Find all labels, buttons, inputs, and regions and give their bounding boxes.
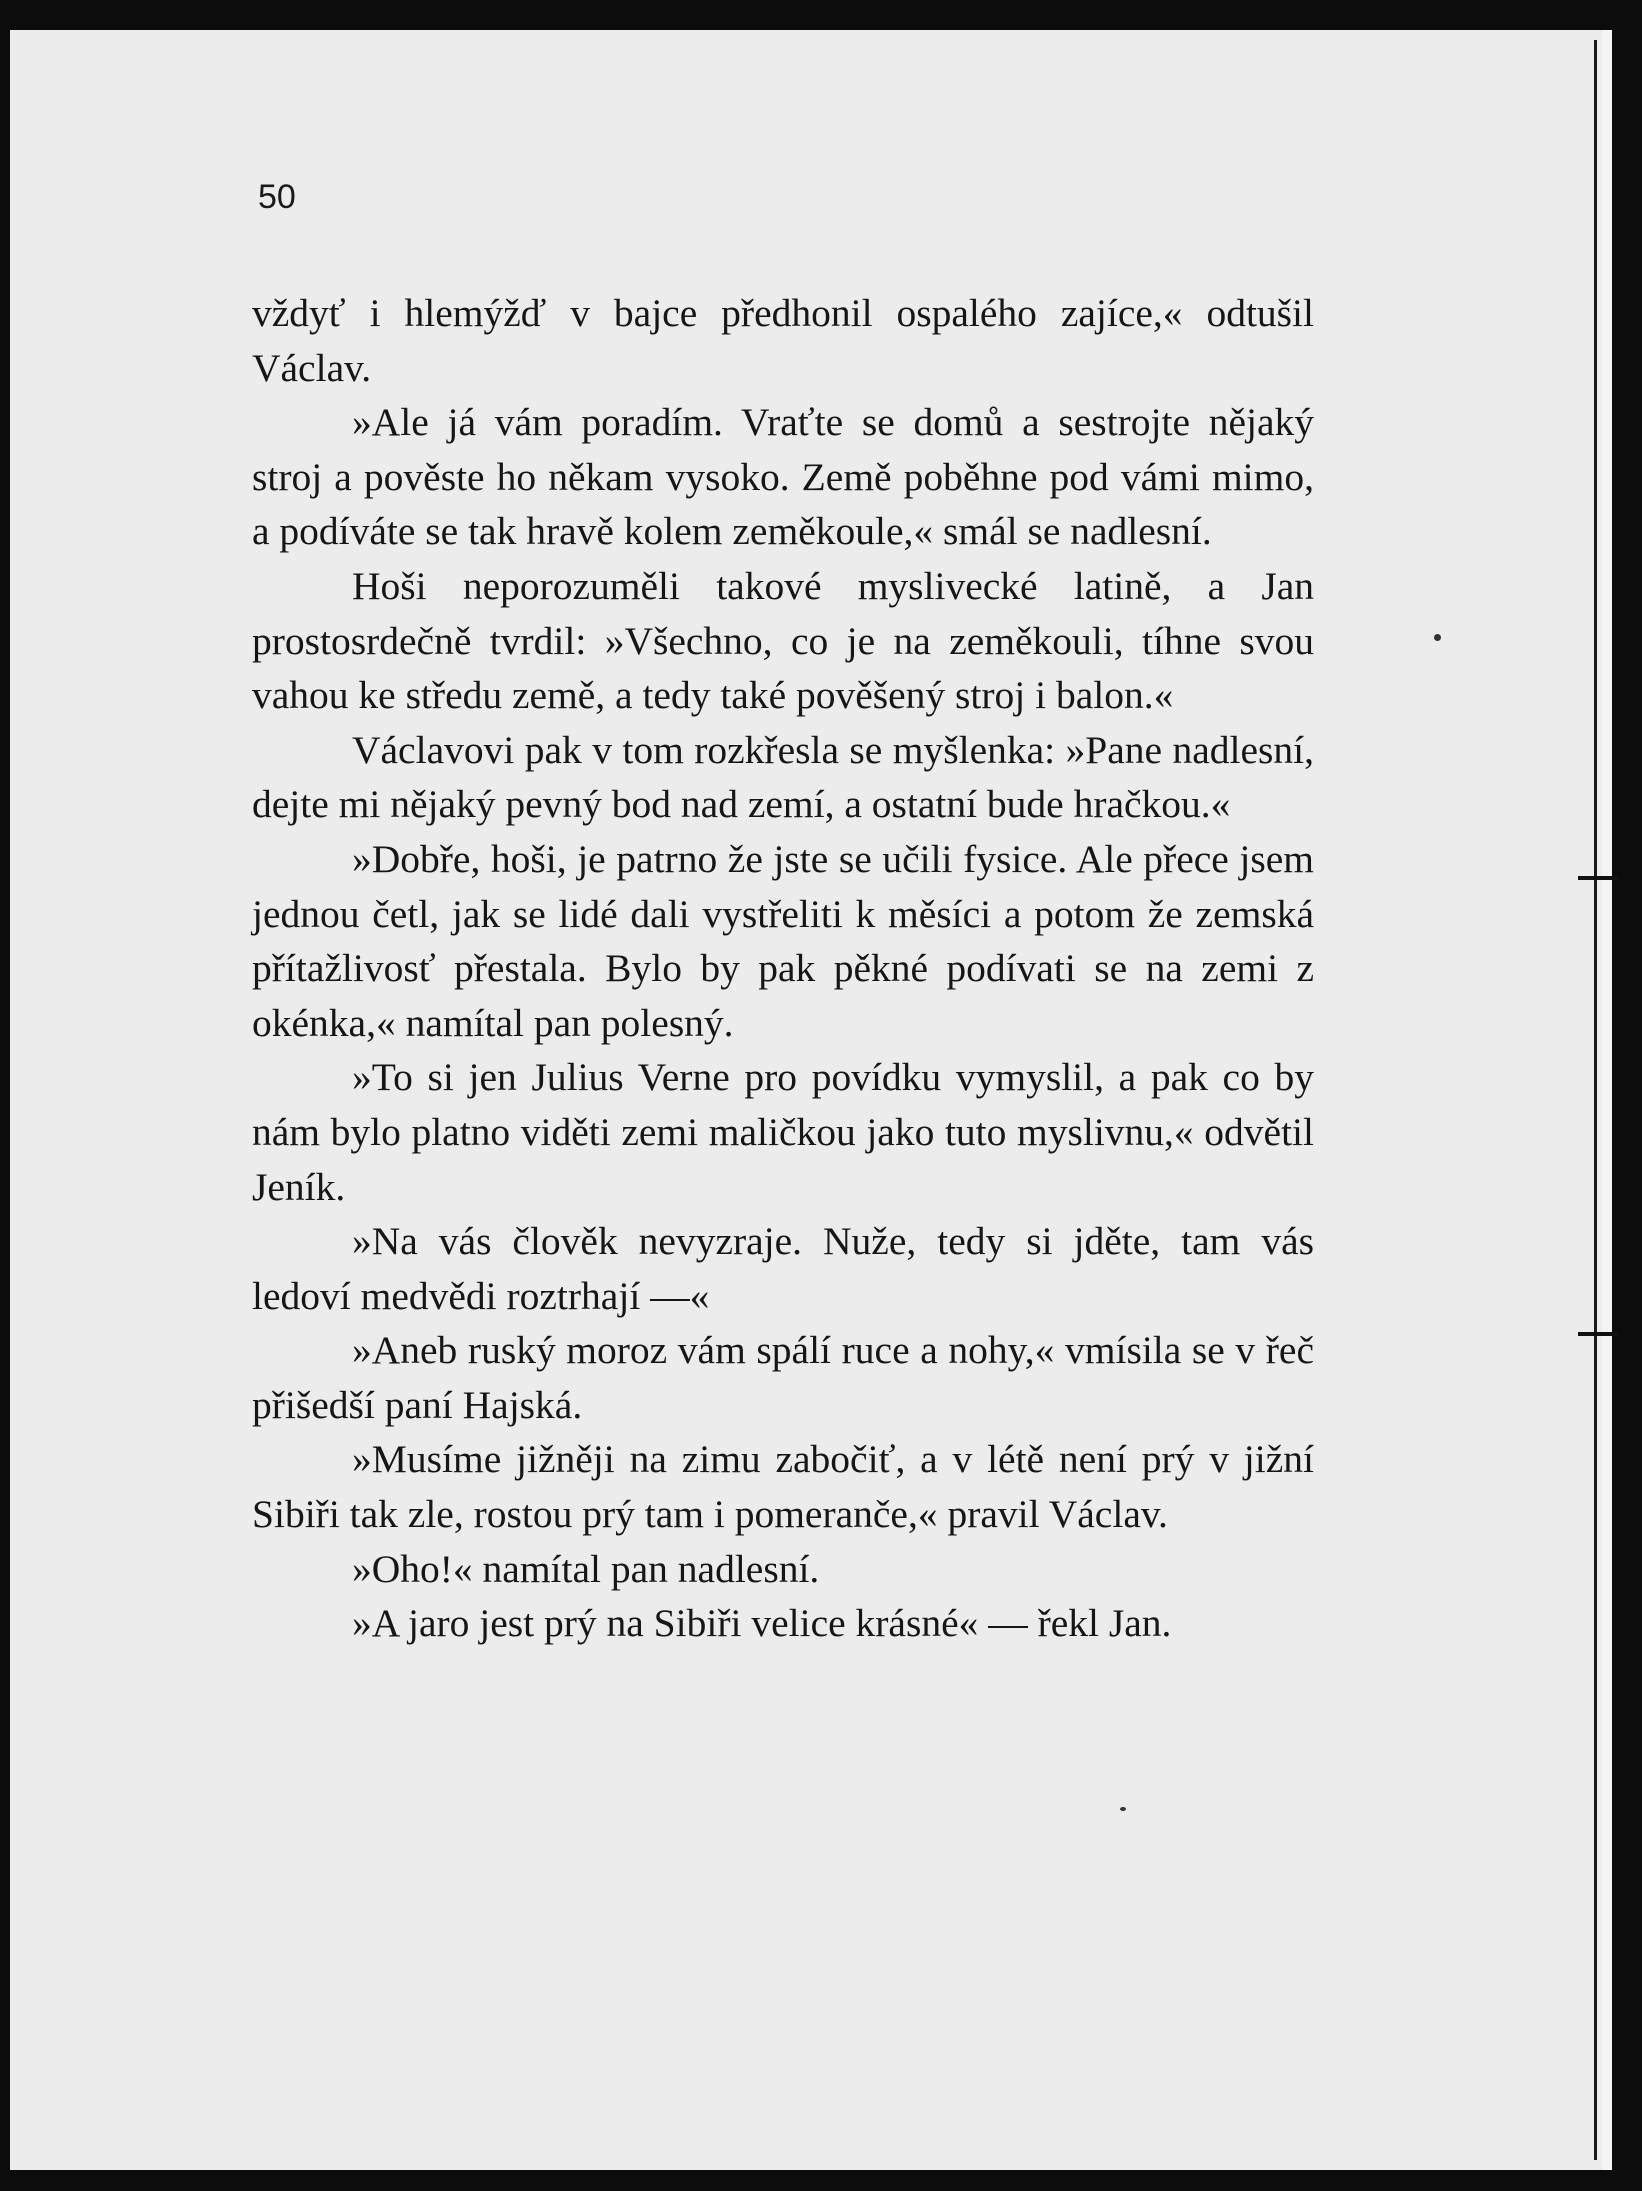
binding-mark-lower — [1578, 1332, 1618, 1336]
body-text — [252, 286, 1314, 1651]
print-speck — [1434, 634, 1441, 641]
page-edge — [1602, 30, 1612, 2170]
paragraph: »To si jen Julius Verne pro povídku vymyslil, a pak co by nám bylo platno viděti zemi maličkou jako tuto myslivnu,« odvětil Jeník. — [252, 1055, 1314, 1209]
paragraph: »Dobře, hoši, je patrno že jste se učili fysice. Ale přece jsem jednou četl, jak se lidé dali vystřeliti k měsíci a potom že zemská přítažlivosť přestala. Bylo by pak pěkné podívati se na zemi z okénka,« namítal pan polesný. — [252, 836, 1314, 1045]
binding-mark-upper — [1578, 876, 1618, 880]
paragraph: vždyť i hlemýžď v bajce předhonil ospalého zajíce,« odtušil Václav. — [252, 291, 1314, 390]
print-speck — [1120, 1807, 1126, 1811]
binding-edge-line — [1594, 40, 1597, 2160]
paragraph: »Na vás člověk nevyzraje. Nuže, tedy si jděte, tam vás ledoví medvědi roztrhají —« — [252, 1219, 1314, 1318]
page-number: 50 — [258, 178, 296, 216]
paragraph: »A jaro jest prý na Sibiři velice krásné« — řekl Jan. — [352, 1601, 1172, 1646]
paragraph: Hoši neporozuměli takové myslivecké latině, a Jan prostosrdečně tvrdil: »Všechno, co je na zeměkouli, tíhne svou vahou ke středu země, a tedy také pověšený stroj i balon.« — [252, 563, 1314, 718]
paragraph: »Oho!« namítal pan nadlesní. — [352, 1546, 820, 1591]
paragraph: »Aneb ruský moroz vám spálí ruce a nohy,« vmísila se v řeč přišedší paní Hajská. — [252, 1328, 1314, 1427]
paragraph: Václavovi pak v tom rozkřesla se myšlenka: »Pane nadlesní, dejte mi nějaký pevný bod nad zemí, a ostatní bude hračkou.« — [252, 727, 1314, 827]
paragraph: »Ale já vám poradím. Vraťte se domů a sestrojte nějaký stroj a pověste ho někam vysoko. Země poběhne pod vámi mimo, a podíváte se tak hravě kolem zeměkoule,« smál se nadlesní. — [252, 400, 1314, 554]
paragraph: »Musíme jižněji na zimu zabočiť, a v létě není prý v jižní Sibiři tak zle, rostou prý tam i pomeranče,« pravil Václav. — [252, 1437, 1314, 1537]
